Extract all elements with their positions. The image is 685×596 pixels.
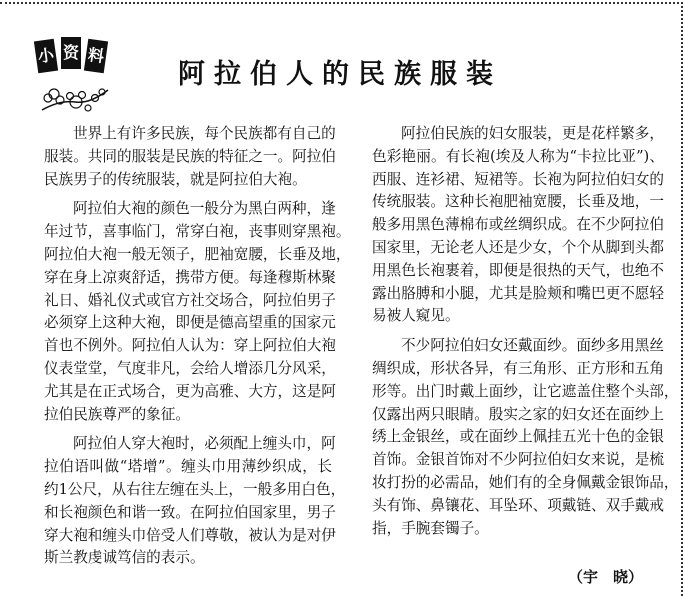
page-border-right (681, 2, 683, 596)
text-line: 传统服装。这种长袍肥袖宽腰，长垂及地，一 (372, 193, 664, 211)
plum-blossom-icon (40, 82, 110, 114)
text-line: 仅露出两只眼睛。殷实之家的妇女还在面纱上 (372, 405, 664, 423)
badge-char: 小 (34, 39, 58, 73)
text-line: 西服、连衫裙、短裙等。长袍为阿拉伯妇女的 (372, 170, 664, 188)
text-line: 用黑色长袍裹着，即便是很热的天气，也绝不 (372, 261, 664, 279)
article-right-column (372, 123, 679, 547)
text-line: 尤其是在正式场合，更为高雅、大方，这是阿 (44, 382, 336, 400)
text-line: 露出胳膊和小腿，尤其是脸颊和嘴巴更不愿轻 (372, 284, 664, 302)
text-line: 阿拉伯大袍的颜色一般分为黑白两种，逢 (73, 200, 336, 218)
text-line: 般多用黑色薄棉布或丝绸织成。在不少阿拉伯 (372, 216, 664, 234)
text-line: 年过节，喜事临门，常穿白袍，丧事则穿黑袍。 (44, 223, 351, 241)
text-line: 指，手腕套镯子。 (372, 519, 489, 537)
article-author: （宇 晓） (568, 568, 644, 586)
badge-char: 料 (84, 39, 108, 73)
text-line: 穿大袍和缠头巾倍受人们尊敬，被认为是对伊 (44, 526, 336, 544)
text-line: 世界上有许多民族，每个民族都有自己的 (73, 125, 336, 142)
text-line: 形等。出门时戴上面纱，让它遮盖住整个头部， (372, 382, 679, 400)
text-line: 和长袍颜色和谐一致。在阿拉伯国家里，男子 (44, 503, 336, 521)
text-line: 阿拉伯民族的妇女服装，更是花样繁多， (401, 125, 664, 142)
badge-char: 资 (61, 37, 81, 69)
text-line: 国家里，无论老人还是少女，个个从脚到头都 (372, 238, 664, 256)
article-title: 阿拉伯人的民族服装 (178, 59, 502, 90)
text-line: 拉伯民族尊严的象征。 (44, 405, 190, 423)
text-line: 阿拉伯人穿大袍时，必须配上缠头巾，阿 (73, 435, 336, 453)
text-line: 不少阿拉伯妇女还戴面纱。面纱多用黑丝 (401, 337, 664, 355)
text-line: 首也不例外。阿拉伯人认为：穿上阿拉伯大袍 (44, 337, 336, 355)
paragraph (44, 123, 336, 191)
text-line: 礼日、婚礼仪式或官方社交场合，阿拉伯男子 (44, 291, 336, 309)
paragraph (372, 335, 679, 540)
text-line: 穿在身上凉爽舒适，携带方便。每逢穆斯林聚 (44, 268, 336, 286)
text-line: 服装。共同的服装是民族的特征之一。阿拉伯 (44, 147, 336, 165)
text-line: 绸织成，形状各异，有三角形、正方形和五角 (372, 359, 664, 377)
text-line: 色彩艳丽。有长袍(埃及人称为“卡拉比亚”)、 (372, 147, 664, 165)
text-line: 首饰。金银首饰对不少阿拉伯妇女来说，是梳 (372, 451, 664, 469)
page-border-top (0, 2, 683, 4)
text-line: 绣上金银丝，或在面纱上佩挂五光十色的金银 (372, 428, 664, 446)
text-line: 约1公尺，从右往左缠在头上，一般多用白色， (44, 480, 346, 498)
text-line: 头有饰、鼻镶花、耳坠环、项戴链、双手戴戒 (372, 496, 664, 514)
text-line: 阿拉伯大袍一般无领子，肥袖宽腰，长垂及地， (44, 245, 351, 263)
paragraph (44, 198, 351, 426)
text-line: 拉伯语叫做“塔增”。缠头巾用薄纱织成，长 (44, 458, 332, 476)
paragraph (44, 433, 346, 570)
text-line: 妆打扮的必需品，她们有的全身佩戴金银饰品， (372, 473, 679, 491)
section-badge-logo (30, 40, 110, 120)
text-line: 易被人窥见。 (372, 307, 460, 325)
text-line: 斯兰教虔诚笃信的表示。 (44, 549, 205, 567)
text-line: 仪表堂堂，气度非凡，会给人增添几分风采， (44, 359, 336, 377)
paragraph (372, 123, 664, 328)
text-line: 民族男子的传统服装，就是阿拉伯大袍。 (44, 170, 307, 188)
text-line: 必须穿上这种大袍，即便是德高望重的国家元 (44, 314, 336, 332)
article-left-column (44, 123, 351, 577)
